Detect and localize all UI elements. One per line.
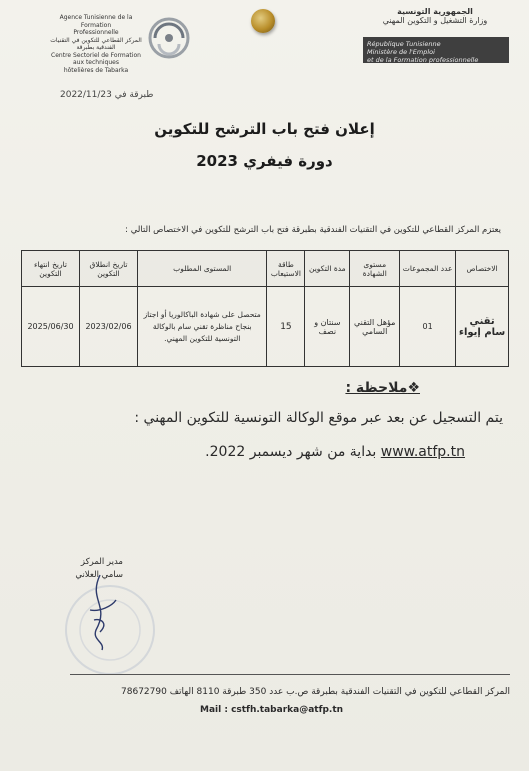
ministry-fr-box [363,37,509,63]
agency-line: المركز القطاعي للتكوين في التقنيات الفندقية بطبرقة [50,36,142,51]
footer-address: المركز القطاعي للتكوين في التقنيات الفندقية بطبرقة ص.ب عدد 350 طبرقة 8110 الهاتف 78672790 [121,687,510,697]
handwritten-signature-icon [70,570,130,655]
agency-line: hôtelières de Tabarka [63,66,129,74]
table-cell: متحصل على شهادة الباكالوريا أو اجتاز بنجاح مناظرة تقني سام بالوكالة التونسية للتكوين المهني. [137,287,266,367]
ministry-fr-line: Ministère de l'Emploi [367,48,435,56]
director-title: مدير المركز [80,557,123,567]
table-header: تاريخ انطلاق التكوين [80,251,138,287]
table-cell: 2025/06/30 [22,287,80,367]
table-cell: سنتان و نصف [305,287,350,367]
ministry-ar-header [361,7,509,37]
note-text-line2 [60,444,465,460]
note-title: ملاحظة : [345,380,408,396]
table-cell: مؤهل التقني السامي [350,287,400,367]
agency-line: Agence Tunisienne de la Formation [59,14,133,29]
agency-line: Professionnelle [73,29,119,36]
note-text: يتم التسجيل عن بعد عبر موقع الوكالة التونسية للتكوين المهني : [134,410,503,426]
agency-header [46,14,146,74]
ministry-ar-line: الجمهورية التونسية [397,7,473,16]
table-cell-specialty: تقني سام إيواء [456,287,509,367]
note-heading [300,380,420,396]
announcement-title: إعلان فتح باب الترشح للتكوين [154,120,375,138]
table-header: عدد المجموعات [400,251,456,287]
website-link[interactable]: www.atfp.tn [380,444,465,460]
date-location: طبرقة في 2022/11/23 [60,90,154,100]
table-header: المستوى المطلوب [137,251,266,287]
table-row [22,287,509,367]
ministry-fr-line: et de la Formation professionnelle [367,56,479,64]
table-cell: 01 [400,287,456,367]
footer-mail: Mail : cstfh.tabarka@atfp.tn [200,705,344,715]
table-cell: 15 [267,287,305,367]
table-header: مستوى الشهادة [350,251,400,287]
pushpin [251,9,275,33]
table-header: مدة التكوين [305,251,350,287]
session-title: دورة فيفري 2023 [196,152,333,170]
table-header: طاقة الاستيعاب [267,251,305,287]
note-text-start: بداية من شهر ديسمبر 2022. [205,444,381,460]
director-name: سامي العلاني [75,570,123,580]
ministry-ar-line: وزارة التشغيل و التكوين المهني [382,16,488,25]
table-header-row [22,251,509,287]
agency-logo-icon [147,14,191,66]
specialty-table [21,250,509,367]
table-header: تاريخ انتهاء التكوين [22,251,80,287]
diamond-bullet-icon: ❖ [407,380,420,396]
footer-divider [70,674,510,675]
ministry-fr-line: République Tunisienne [367,40,441,48]
table-header: الاختصاص [456,251,509,287]
agency-line: Centre Sectoriel de Formation aux techniques [51,51,141,66]
intro-text: يعتزم المركز القطاعي للتكوين في التقنيات الفندقية بطبرقة فتح باب الترشح للتكوين في الاختصاص التالي : [125,225,501,235]
table-cell: 2023/02/06 [80,287,138,367]
